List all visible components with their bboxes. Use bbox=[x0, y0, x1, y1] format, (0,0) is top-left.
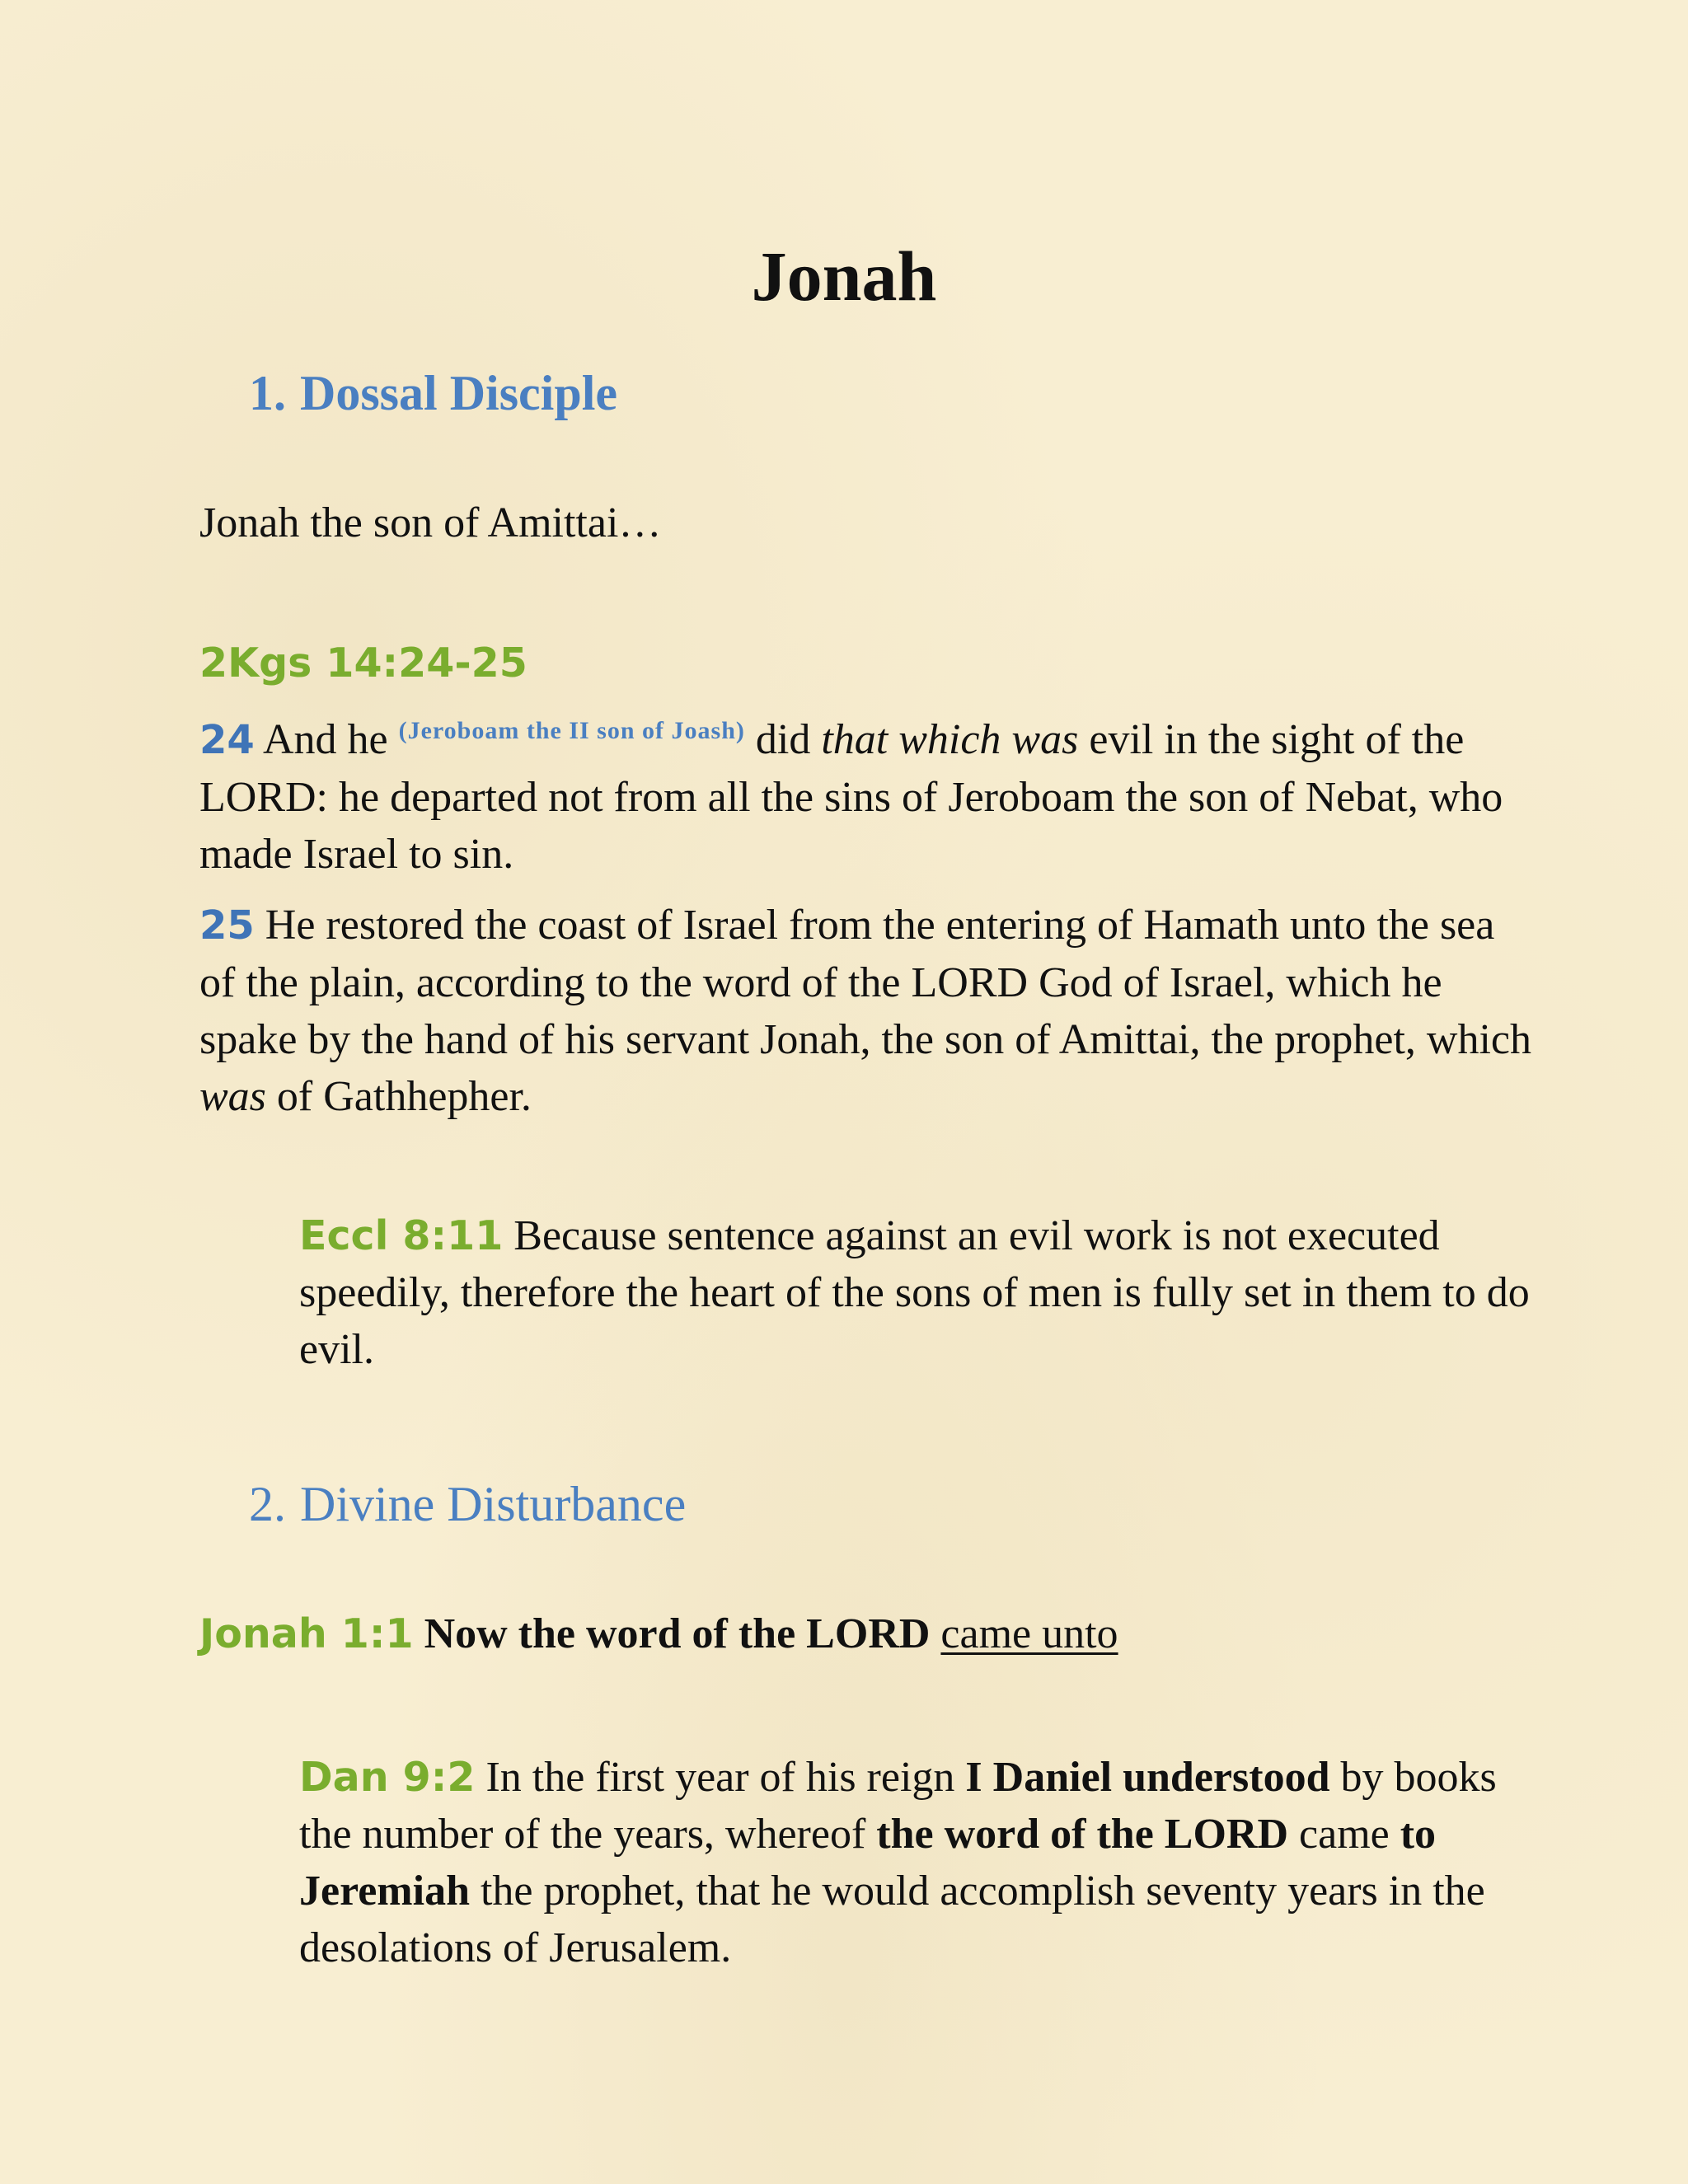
verse-text: evil in the sight of the LORD: he departed not from all the sins of Jeroboam the son of Nebat, who made Israel to sin. bbox=[199, 716, 1503, 878]
quote-text: by books the number of the years, whereof bbox=[299, 1754, 1497, 1858]
verse-number: 25 bbox=[199, 902, 255, 949]
quote-text: the prophet, that he would accomplish seventy years in the desolations of Jerusalem. bbox=[299, 1868, 1485, 1971]
jonah-1-1 bbox=[199, 1605, 1535, 1662]
bold-text: the word of the LORD bbox=[876, 1811, 1289, 1858]
quote-text: Because sentence against an evil work is not executed speedily, therefore the heart of the sons of men is fully set in them to do evil. bbox=[299, 1212, 1530, 1373]
verse-number: 24 bbox=[199, 717, 255, 763]
quote-text: In the first year of his reign bbox=[485, 1754, 955, 1801]
scripture-reference: Eccl 8:11 bbox=[299, 1212, 504, 1259]
underlined-text: came unto bbox=[940, 1610, 1118, 1657]
section-label: Divine Disturbance bbox=[300, 1477, 687, 1531]
verse-25 bbox=[199, 897, 1535, 1125]
section-number: 1. bbox=[249, 366, 286, 420]
verse-text: And he bbox=[262, 716, 388, 763]
verse-text: He restored the coast of Israel from the entering of Hamath unto the sea of the plain, according to the word of the LORD God of Israel, which he spake by the hand of his servant Jonah, the son of Amittai, the prophet, which bbox=[199, 902, 1532, 1063]
passage-reference bbox=[199, 635, 1535, 691]
bold-text: I Daniel understood bbox=[965, 1754, 1330, 1801]
section-heading-2 bbox=[249, 1475, 686, 1533]
scripture-reference: Dan 9:2 bbox=[299, 1754, 476, 1801]
bold-text: to Jeremiah bbox=[299, 1811, 1437, 1915]
dan-quote bbox=[299, 1749, 1536, 1976]
verse-24 bbox=[199, 702, 1535, 883]
eccl-quote bbox=[299, 1207, 1536, 1378]
verse-text: did bbox=[755, 716, 811, 763]
verse-text: of Gathhepher. bbox=[276, 1073, 532, 1120]
scripture-reference: 2Kgs 14:24-25 bbox=[199, 640, 528, 687]
verse-note: (Jeroboam the II son of Joash) bbox=[398, 717, 745, 744]
page-title: Jonah bbox=[751, 237, 937, 316]
section-number: 2. bbox=[249, 1477, 286, 1531]
quote-text: came bbox=[1299, 1811, 1390, 1858]
bold-text: Now the word of the LORD bbox=[424, 1610, 931, 1657]
italic-text: that which was bbox=[821, 716, 1079, 763]
scripture-reference: Jonah 1:1 bbox=[199, 1610, 414, 1657]
italic-text: was bbox=[199, 1073, 266, 1120]
section-heading-1 bbox=[249, 364, 617, 422]
section-label: Dossal Disciple bbox=[300, 366, 618, 420]
intro-line: Jonah the son of Amittai… bbox=[199, 499, 662, 546]
